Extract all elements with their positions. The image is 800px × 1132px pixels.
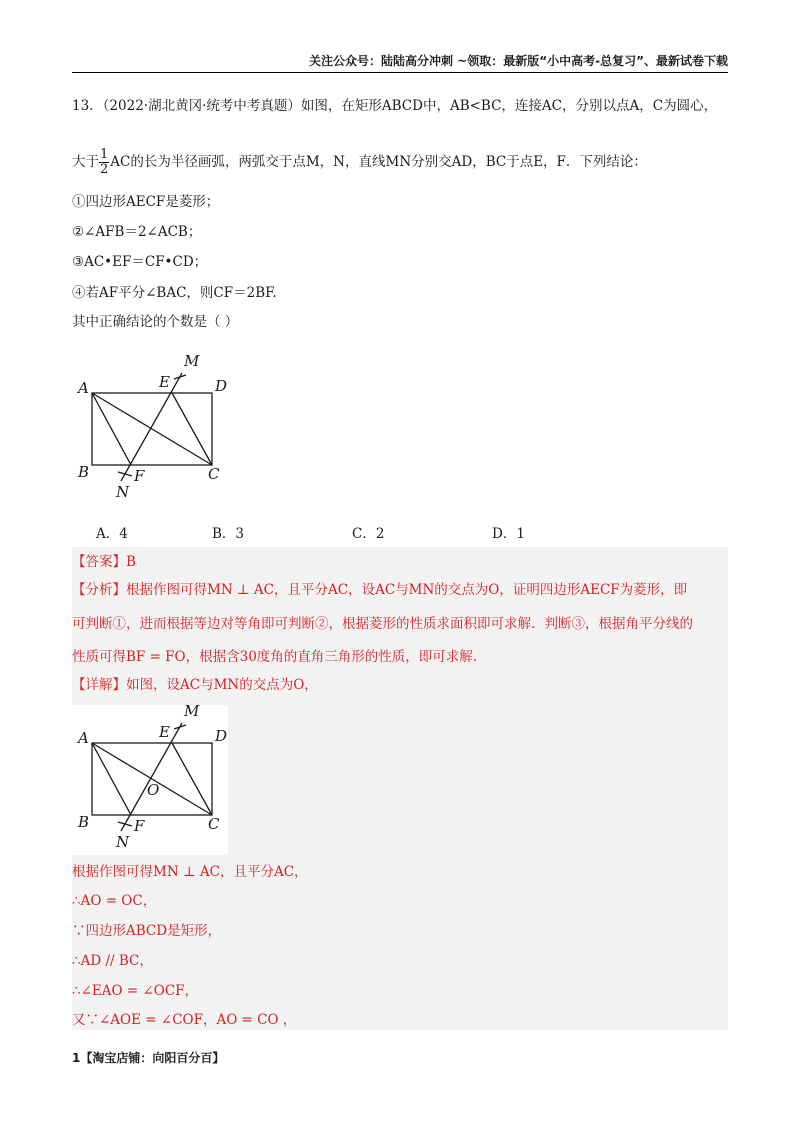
option-b[interactable]: B．3 xyxy=(212,526,245,542)
rectangle-figure-1 xyxy=(72,345,252,505)
detail-step-2: ∴AO = OC， xyxy=(72,893,157,909)
label-n: N xyxy=(116,483,130,501)
label-e-2: E xyxy=(159,723,170,741)
label-f: F xyxy=(134,467,145,485)
label-a-2: A xyxy=(78,729,89,747)
detail-line-1 xyxy=(72,675,318,695)
label-d: D xyxy=(215,377,228,395)
label-b-2: B xyxy=(78,813,90,831)
detail-step-4: ∴AD // BC， xyxy=(72,953,153,969)
analysis-line-3: 性质可得BF = FO，根据含30度角的直角三角形的性质，即可求解. xyxy=(72,649,478,665)
diagonal-ac-2 xyxy=(92,743,212,815)
diagonal-ac xyxy=(92,393,212,465)
analysis-tag: 【分析】 xyxy=(72,582,126,598)
segment-af-2 xyxy=(92,743,131,815)
detail-step-3: ∵四边形ABCD是矩形， xyxy=(72,923,222,939)
option-c[interactable]: C．2 xyxy=(352,526,385,542)
answer-line xyxy=(72,552,136,572)
analysis-text-1: 根据作图可得MN ⊥ AC，且平分AC，设AC与MN的交点为O，证明四边形AECF为菱形，即 xyxy=(126,582,688,598)
detail-tag: 【详解】 xyxy=(72,677,126,693)
conclusion-3: ③AC•EF＝CF•CD； xyxy=(72,254,208,270)
header-rule xyxy=(72,72,728,73)
segment-ae-af xyxy=(92,393,131,465)
detail-step-5: ∴∠EAO = ∠OCF， xyxy=(72,983,199,999)
fraction-denominator: 2 xyxy=(100,162,109,177)
conclusion-4: ④若AF平分∠BAC，则CF＝2BF. xyxy=(72,285,277,301)
fraction-one-half xyxy=(99,148,109,177)
analysis-line-1 xyxy=(72,580,687,600)
conclusion-1: ①四边形AECF是菱形； xyxy=(72,194,220,210)
rectangle-figure-2 xyxy=(72,695,252,855)
label-f-2: F xyxy=(134,817,145,835)
label-d-2: D xyxy=(215,727,228,745)
label-c-2: C xyxy=(208,815,220,833)
detail-step-6: 又∵∠AOE = ∠COF，AO = CO ， xyxy=(72,1012,297,1028)
label-a: A xyxy=(78,379,89,397)
label-o-2: O xyxy=(147,781,160,799)
answer-value: B xyxy=(126,554,136,570)
label-m: M xyxy=(184,352,200,370)
question-line-2-suffix: AC的长为半径画弧，两弧交于点M，N，直线MN分别交AD，BC于点E，F．下列结论： xyxy=(110,154,647,170)
detail-text-1: 如图，设AC与MN的交点为O， xyxy=(126,677,318,693)
label-e: E xyxy=(159,373,170,391)
answer-tag: 【答案】 xyxy=(72,554,126,570)
label-n-2: N xyxy=(116,833,130,851)
question-line-2 xyxy=(72,148,647,177)
label-m-2: M xyxy=(184,702,200,720)
label-c: C xyxy=(208,465,220,483)
option-a[interactable]: A．4 xyxy=(96,526,128,542)
page-footer: 1【淘宝店铺：向阳百分百】 xyxy=(72,1051,225,1065)
page-header: 关注公众号：陆陆高分冲刺 ~领取：最新版“小中高考-总复习”、最新试卷下载 xyxy=(309,54,728,68)
question-prompt: 其中正确结论的个数是（ ） xyxy=(72,314,239,330)
question-line-2-prefix: 大于 xyxy=(72,154,99,170)
analysis-line-2: 可判断①，进而根据等边对等角即可判断②，根据菱形的性质求面积即可求解．判断③，根据角平分线的 xyxy=(72,616,693,632)
segment-ec xyxy=(172,393,212,465)
detail-step-1: 根据作图可得MN ⊥ AC，且平分AC， xyxy=(72,864,308,880)
question-line-1: 13．（2022·湖北黄冈·统考中考真题）如图，在矩形ABCD中，AB<BC，连接AC，分别以点A，C为圆心， xyxy=(72,98,718,114)
conclusion-2: ②∠AFB＝2∠ACB； xyxy=(72,224,202,240)
option-d[interactable]: D．1 xyxy=(492,526,525,542)
label-b: B xyxy=(78,463,90,481)
segment-ec-2 xyxy=(172,743,212,815)
fraction-numerator: 1 xyxy=(100,147,109,162)
